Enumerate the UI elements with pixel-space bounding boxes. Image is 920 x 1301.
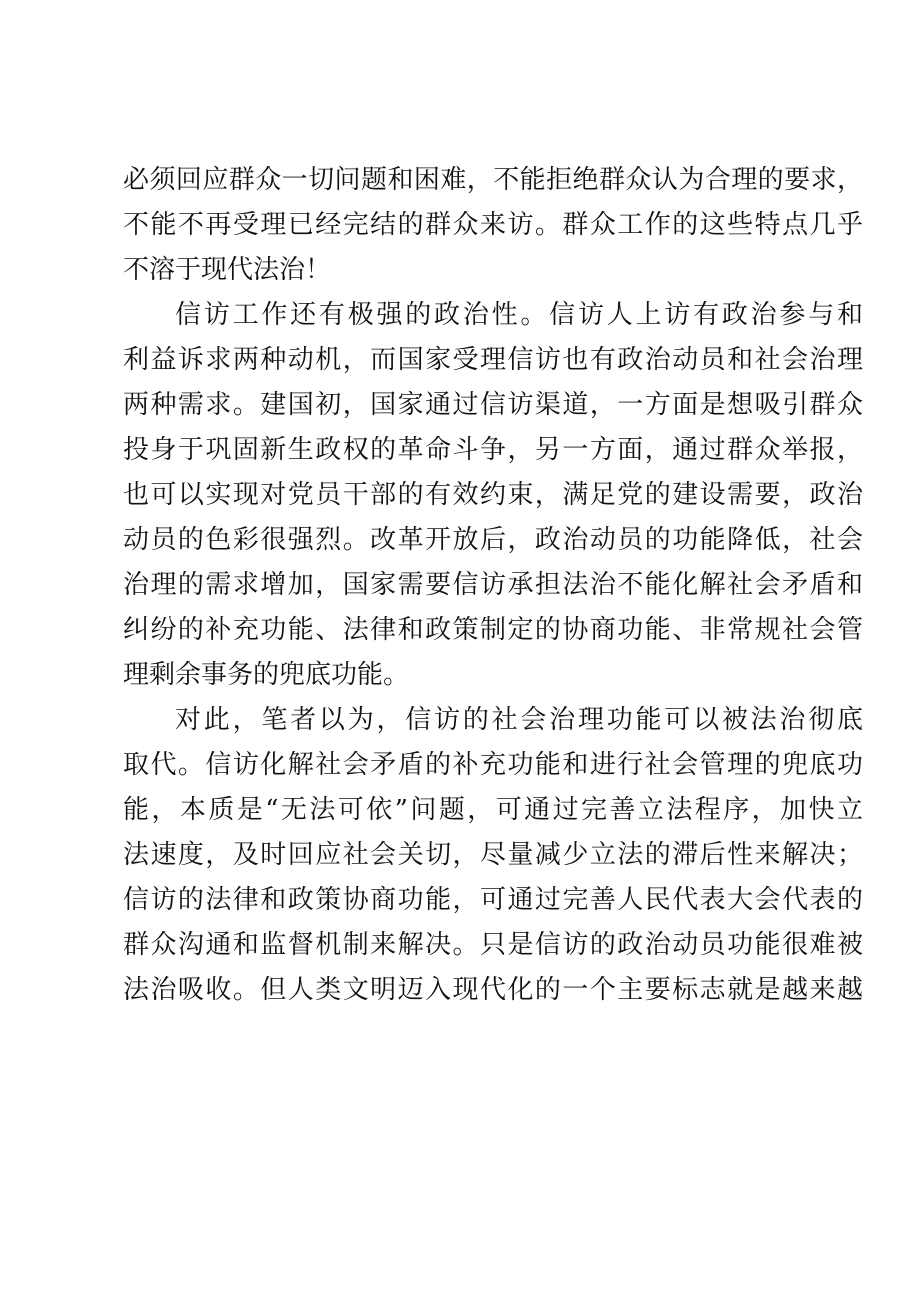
text-line: 治理的需求增加，国家需要信访承担法治不能化解社会矛盾和 (123, 570, 863, 600)
text-line: 必须回应群众一切问题和困难，不能拒绝群众认为合理的要求， (123, 165, 863, 195)
text-line: 取代。信访化解社会矛盾的补充功能和进行社会管理的兜底功 (123, 750, 863, 780)
text-line: 法速度，及时回应社会关切，尽量减少立法的滞后性来解决； (123, 840, 863, 870)
text-line: 对此，笔者以为，信访的社会治理功能可以被法治彻底 (175, 705, 863, 735)
text-line: 理剩余事务的兜底功能。 (123, 660, 410, 690)
text-line: 两种需求。建国初，国家通过信访渠道，一方面是想吸引群众 (123, 390, 863, 420)
text-line: 投身于巩固新生政权的革命斗争，另一方面，通过群众举报， (123, 435, 863, 465)
text-line: 信访的法律和政策协商功能，可通过完善人民代表大会代表的 (123, 885, 863, 915)
text-line: 群众沟通和监督机制来解决。只是信访的政治动员功能很难被 (123, 930, 863, 960)
text-line: 信访工作还有极强的政治性。信访人上访有政治参与和 (175, 300, 863, 330)
text-line: 也可以实现对党员干部的有效约束，满足党的建设需要，政治 (123, 480, 863, 510)
text-line: 纠纷的补充功能、法律和政策制定的协商功能、非常规社会管 (123, 615, 863, 645)
text-line: 法治吸收。但人类文明迈入现代化的一个主要标志就是越来越 (123, 975, 863, 1005)
body-text (123, 158, 863, 1013)
text-line: 不溶于现代法治！ (123, 255, 332, 285)
text-line: 不能不再受理已经完结的群众来访。群众工作的这些特点几乎 (123, 210, 863, 240)
text-line: 动员的色彩很强烈。改革开放后，政治动员的功能降低，社会 (123, 525, 863, 555)
text-line: 利益诉求两种动机，而国家受理信访也有政治动员和社会治理 (123, 345, 863, 375)
text-line: 能，本质是“无法可依”问题，可通过完善立法程序，加快立 (123, 795, 863, 825)
